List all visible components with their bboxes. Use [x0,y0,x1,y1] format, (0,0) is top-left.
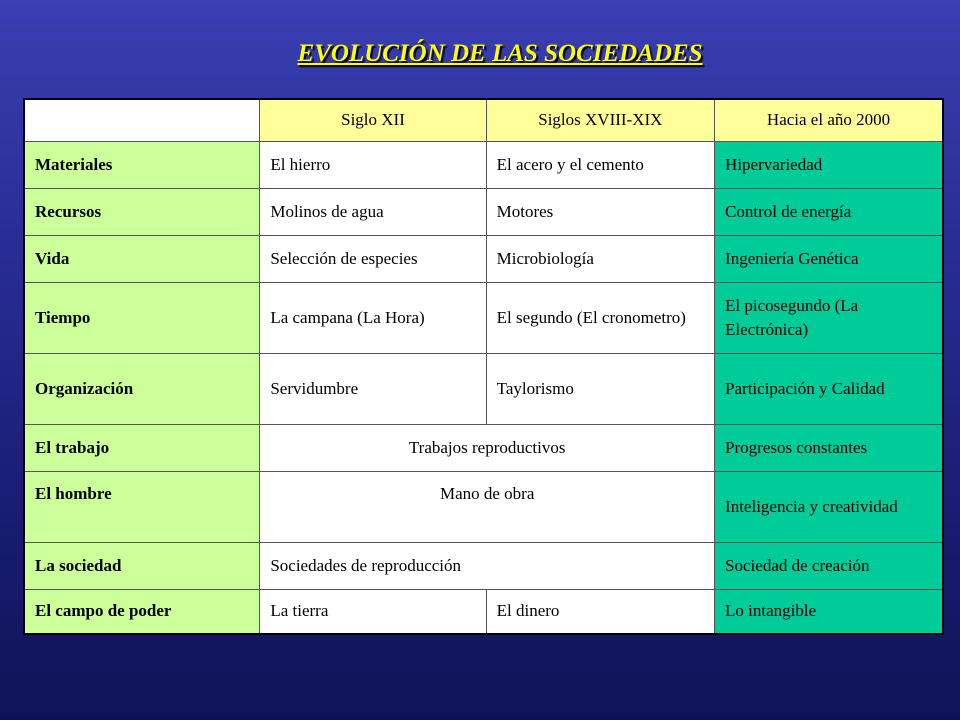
table-row-organizacion [24,353,943,424]
table-row-poder [24,589,943,634]
cell-siglo-xii: La tierra [260,589,486,634]
table-row-hombre [24,471,943,542]
cell-siglos-xviii-xix: El dinero [486,589,714,634]
cell-ano-2000: Lo intangible [715,589,943,634]
cell-siglo-xii: La campana (La Hora) [260,282,486,353]
row-label: Vida [24,235,260,282]
row-label: Tiempo [24,282,260,353]
table-header-row [24,99,943,141]
row-label: El campo de poder [24,589,260,634]
cell-ano-2000: Progresos constantes [715,424,943,471]
header-siglos-xviii-xix: Siglos XVIII-XIX [486,99,714,141]
cell-siglos-xviii-xix: Taylorismo [486,353,714,424]
slide-title: EVOLUCIÓN DE LAS SOCIEDADES [297,40,703,67]
table-row-sociedad [24,542,943,589]
cell-siglos-xviii-xix: Motores [486,188,714,235]
table-row-trabajo [24,424,943,471]
cell-ano-2000: Sociedad de creación [715,542,943,589]
header-siglo-xii: Siglo XII [260,99,486,141]
cell-ano-2000: Control de energía [715,188,943,235]
cell-siglo-xii: El hierro [260,141,486,188]
table-row-tiempo [24,282,943,353]
cell-siglo-xii: Servidumbre [260,353,486,424]
row-label: Recursos [24,188,260,235]
header-corner-cell [24,99,260,141]
header-ano-2000: Hacia el año 2000 [715,99,943,141]
cell-siglos-xviii-xix: El segundo (El cronometro) [486,282,714,353]
row-label: El hombre [24,471,260,542]
cell-ano-2000: Ingeniería Genética [715,235,943,282]
cell-ano-2000: Hipervariedad [715,141,943,188]
cell-ano-2000: Inteligencia y creatividad [715,471,943,542]
table-row-vida [24,235,943,282]
cell-siglos-xviii-xix: El acero y el cemento [486,141,714,188]
cell-siglo-xii-to-xix: Trabajos reproductivos [260,424,715,471]
table-row-recursos [24,188,943,235]
evolution-table [23,98,944,635]
cell-siglo-xii-to-xix: Mano de obra [260,471,715,542]
cell-siglo-xii: Molinos de agua [260,188,486,235]
cell-ano-2000: Participación y Calidad [715,353,943,424]
table-row-materiales [24,141,943,188]
cell-siglo-xii: Selección de especies [260,235,486,282]
cell-ano-2000: El picosegundo (La Electrónica) [715,282,943,353]
row-label: El trabajo [24,424,260,471]
cell-siglo-xii-to-xix: Sociedades de reproducción [260,542,715,589]
row-label: Organización [24,353,260,424]
cell-siglos-xviii-xix: Microbiología [486,235,714,282]
row-label: Materiales [24,141,260,188]
row-label: La sociedad [24,542,260,589]
